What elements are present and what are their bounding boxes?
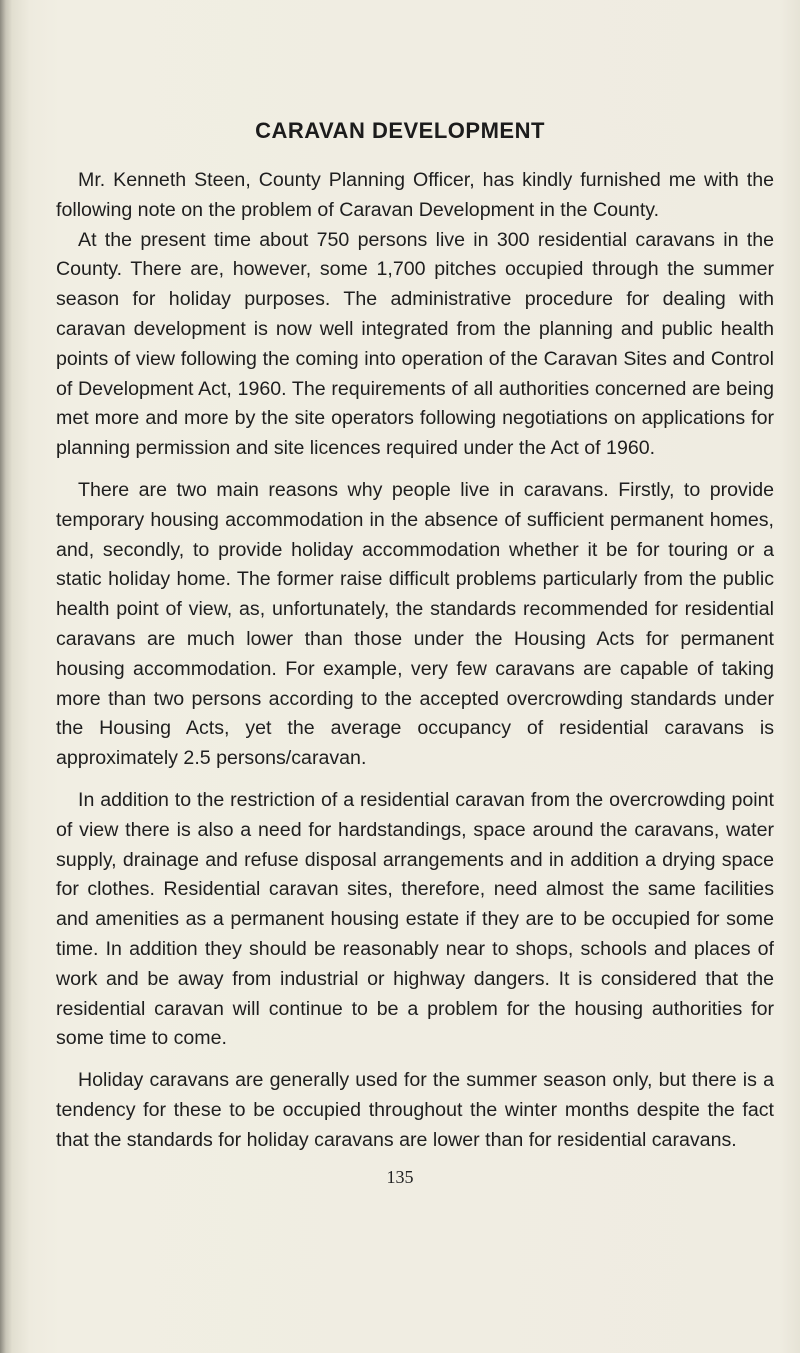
paragraph-holiday-caravans: Holiday caravans are generally used for the summer season only, but there is a tendency for these to be occupied throughout the winter months despite the fact that the standards for holiday caravans are lower than for residential caravans. (56, 1069, 774, 1151)
body-text (56, 166, 774, 1168)
page-title: CARAVAN DEVELOPMENT (255, 118, 545, 143)
paragraph-reasons: There are two main reasons why people live in caravans. Firstly, to provide temporary housing accommodation in the absence of sufficient permanent homes, and, secondly, to provide holiday accommodation whether it be for touring or a static holiday home. The former raise difficult problems particularly from the public health point of view, as, unfortunately, the standards recommended for residential caravans are much lower than those under the Housing Acts for permanent housing accommodation. For example, very few caravans are capable of taking more than two persons according to the accepted overcrowding standards under the Housing Acts, yet the average occupancy of residential caravans is approximately 2.5 persons/caravan. (56, 478, 774, 770)
page-number: 135 (386, 1167, 414, 1187)
paragraph-present-situation: At the present time about 750 persons live in 300 residential caravans in the County. There are, however, some 1,700 pitches occupied through the summer season for holiday purposes. The administrative procedure for dealing with caravan development is now well integrated from the planning and public health points of view following the coming into operation of the Caravan Sites and Control of Development Act, 1960. The requirements of all authorities concerned are being met more and more by the site operators following negotiations on applications for planning permission and site licences required under the Act of 1960. (56, 228, 774, 460)
paragraph-intro: Mr. Kenneth Steen, County Planning Officer, has kindly furnished me with the following note on the problem of Caravan Development in the County. (56, 169, 774, 221)
binding-shadow (0, 0, 12, 1353)
paragraph-requirements: In addition to the restriction of a residential caravan from the overcrowding point of view there is also a need for hardstandings, space around the caravans, water supply, drainage and refuse disposal arrangements and in addition a drying space for clothes. Residential caravan sites, therefore, need almost the same facilities and amenities as a permanent housing estate if they are to be occupied for some time. In addition they should be reasonably near to shops, schools and places of work and be away from industrial or highway dangers. It is considered that the residential caravan will continue to be a problem for the housing authorities for some time to come. (56, 788, 774, 1050)
